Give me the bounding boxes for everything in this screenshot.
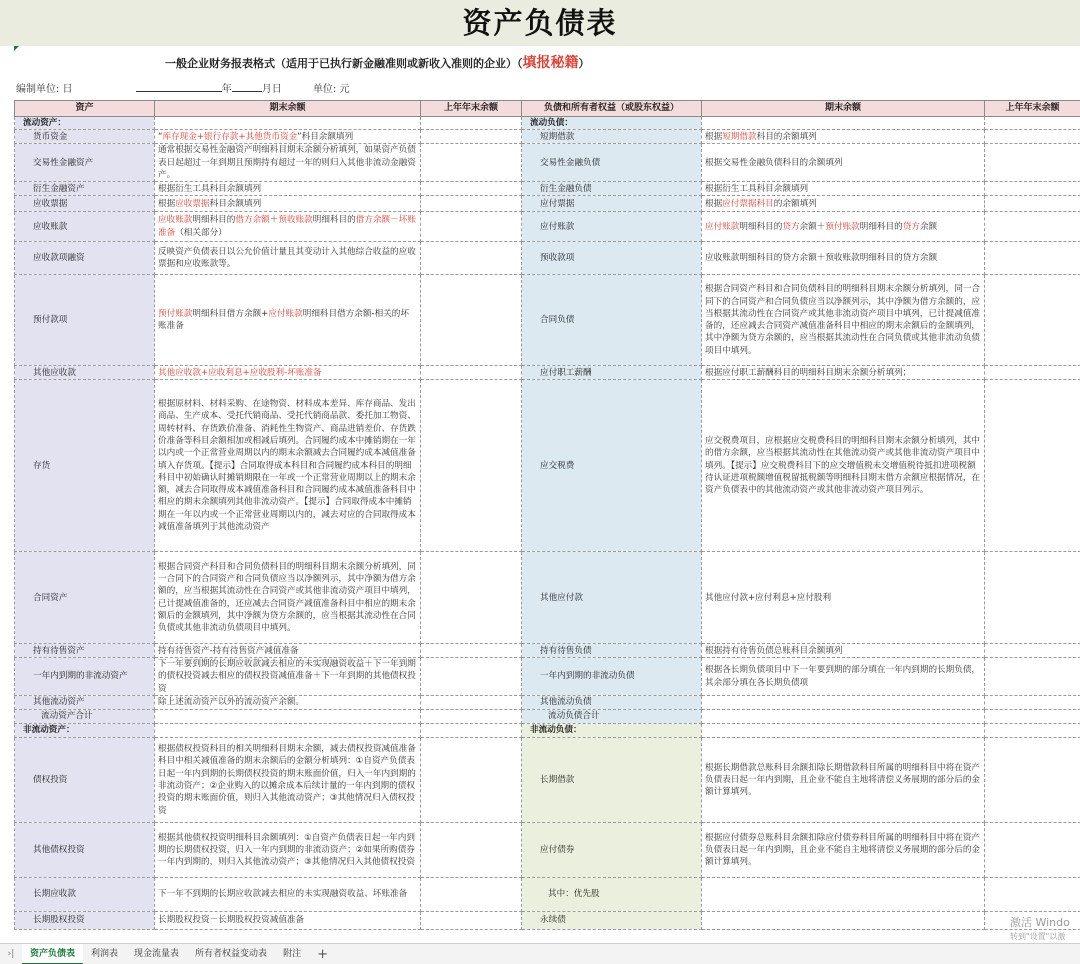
prior-year-cell[interactable]	[421, 242, 522, 275]
year-blank	[136, 82, 222, 92]
asset-period-end-desc[interactable]: 反映资产负债表日以公允价值计量且其变动计入其他综合收益的应收票据和应收账款等。	[155, 242, 421, 275]
report-meta	[16, 80, 350, 95]
liability-period-end-desc[interactable]: 根据应付债券总账科目余额扣除应付债券科目所属的明细科目中将在资产负债表日起一年内到期，且企业不能自主地将清偿义务展期的部分后的金额计算填列。	[702, 823, 985, 878]
table-row	[15, 380, 1080, 552]
prior-year-cell[interactable]	[985, 380, 1080, 552]
tab-equity-changes[interactable]: 所有者权益变动表	[195, 948, 268, 959]
liability-item[interactable]: 流动负债合计	[522, 710, 702, 724]
table-row	[15, 117, 1080, 130]
liability-item[interactable]: 其中：优先股	[522, 878, 702, 912]
asset-item[interactable]: 长期股权投资	[15, 912, 155, 930]
header-period-end[interactable]: 期末余额	[155, 101, 421, 117]
liability-item[interactable]: 衍生金融负债	[522, 182, 702, 196]
period-end-cell[interactable]	[155, 724, 421, 738]
liability-period-end-desc[interactable]	[702, 912, 985, 930]
asset-period-end-desc[interactable]: 预付账款明细科目借方余额+应付账款明细科目借方余额-相关的坏账准备	[155, 275, 421, 366]
liability-item[interactable]: 短期借款	[522, 130, 702, 144]
prior-year-cell[interactable]	[985, 182, 1080, 196]
liability-period-end-desc[interactable]	[702, 710, 985, 724]
prior-year-cell[interactable]	[985, 658, 1080, 696]
table-row	[15, 724, 1080, 738]
table-row	[15, 242, 1080, 275]
liability-period-end-desc[interactable]: 根据长期借款总账科目余额扣除长期借款科目所属的明细科目中将在资产负债表日起一年内到期，且企业不能自主地将清偿义务展期的部分后的金额计算填列。	[702, 738, 985, 823]
liability-period-end-desc[interactable]: 根据持有待售负债总账科目余额填列	[702, 644, 985, 658]
prior-year-cell[interactable]	[985, 212, 1080, 242]
watermark-line2: 转到"设置"以激	[1010, 932, 1066, 941]
liability-item[interactable]: 应付职工薪酬	[522, 366, 702, 380]
liability-item[interactable]: 一年内到期的非流动负债	[522, 658, 702, 696]
table-row	[15, 275, 1080, 366]
asset-period-end-desc[interactable]: 根据衍生工具科目余额填列	[155, 182, 421, 196]
asset-period-end-desc[interactable]: 下一年要到期的长期应收款减去相应的未实现融资收益＋下一年到期的债权投资减去相应的债权投资减值准备＋下一年到期的其他债权投资	[155, 658, 421, 696]
asset-item[interactable]: 债权投资	[15, 738, 155, 823]
add-sheet-button[interactable]: +	[317, 946, 328, 962]
asset-item[interactable]: 货币资金	[15, 130, 155, 144]
sheet-title: 资产负债表	[462, 6, 618, 40]
prior-year-cell[interactable]	[421, 144, 522, 182]
month-blank	[232, 82, 262, 92]
liability-item[interactable]: 永续债	[522, 912, 702, 930]
asset-item[interactable]: 交易性金融资产	[15, 144, 155, 182]
asset-period-end-desc[interactable]: “库存现金+银行存款+其他货币资金”科目余额填列	[155, 130, 421, 144]
prior-year-cell[interactable]	[985, 724, 1080, 738]
liability-item[interactable]: 应交税费	[522, 380, 702, 552]
table-row	[15, 710, 1080, 724]
liability-period-end-desc[interactable]: 根据应付票据科目的余额填列	[702, 196, 985, 212]
liability-period-end-desc[interactable]: 应交税费项目，应根据应交税费科目的明细科目期末余额分析填列，其中的借方余额，应当根据其流动性在其他流动资产或其他非流动资产项目中填列。【提示】应交税费科目下的应交增值税未交增值税待抵扣进项税额待认证进项税额增值税留抵税额等明细科目期末借方余额应根据情况，在资产负债表中的其他流动资产或其他非流动资产项目列示。	[702, 380, 985, 552]
asset-item[interactable]: 一年内到期的非流动资产	[15, 658, 155, 696]
prior-year-cell[interactable]	[985, 144, 1080, 182]
subtitle-text: 一般企业财务报表格式（适用于已执行新金融准则或新收入准则的企业）（	[165, 57, 523, 70]
asset-item[interactable]: 其他应收款	[15, 366, 155, 380]
prior-year-cell[interactable]	[421, 130, 522, 144]
period-end-cell[interactable]	[155, 117, 421, 130]
section-label[interactable]: 非流动负债：	[522, 724, 702, 738]
period-end-cell[interactable]	[702, 724, 985, 738]
prior-year-cell[interactable]	[421, 182, 522, 196]
prior-year-cell[interactable]	[421, 644, 522, 658]
header-liabilities[interactable]: 负债和所有者权益（或股东权益）	[522, 101, 702, 117]
liability-period-end-desc[interactable]: 根据短期借款科目的余额填列	[702, 130, 985, 144]
prior-year-cell[interactable]	[421, 738, 522, 823]
liability-period-end-desc[interactable]	[702, 696, 985, 710]
activation-watermark	[1010, 916, 1080, 944]
table-row	[15, 196, 1080, 212]
table-row	[15, 912, 1080, 930]
table-row	[15, 144, 1080, 182]
prior-year-cell[interactable]	[421, 275, 522, 366]
liability-item[interactable]: 应付票据	[522, 196, 702, 212]
prior-year-cell[interactable]	[421, 380, 522, 552]
subtitle-highlight: 填报秘籍	[522, 55, 579, 71]
unit-label: 编制单位: 日	[16, 84, 73, 95]
prior-year-cell[interactable]	[421, 710, 522, 724]
prior-year-cell[interactable]	[421, 212, 522, 242]
prior-year-cell[interactable]	[985, 696, 1080, 710]
asset-period-end-desc[interactable]: 长期股权投资－长期股权投资减值准备	[155, 912, 421, 930]
table-row	[15, 878, 1080, 912]
asset-item[interactable]: 应收票据	[15, 196, 155, 212]
prior-year-cell[interactable]	[421, 196, 522, 212]
report-subtitle	[165, 52, 590, 72]
section-label[interactable]: 流动负债：	[522, 117, 702, 130]
cell-marker-icon	[14, 46, 19, 51]
asset-period-end-desc[interactable]	[155, 710, 421, 724]
liability-item[interactable]: 合同负债	[522, 275, 702, 366]
prior-year-cell[interactable]	[985, 644, 1080, 658]
liability-period-end-desc[interactable]	[702, 878, 985, 912]
prior-year-cell[interactable]	[985, 242, 1080, 275]
asset-period-end-desc[interactable]: 其他应收款+应收利息+应收股利-坏账准备	[155, 366, 421, 380]
asset-item[interactable]: 其他债权投资	[15, 823, 155, 878]
spreadsheet-grid[interactable]	[14, 100, 1080, 943]
balance-sheet-table	[14, 100, 1080, 930]
prior-year-cell[interactable]	[421, 724, 522, 738]
asset-item[interactable]: 存货	[15, 380, 155, 552]
asset-period-end-desc[interactable]: 持有待售资产-持有待售资产减值准备	[155, 644, 421, 658]
table-row	[15, 212, 1080, 242]
liability-item[interactable]: 预收款项	[522, 242, 702, 275]
table-row	[15, 182, 1080, 196]
prior-year-cell[interactable]	[985, 275, 1080, 366]
liability-period-end-desc[interactable]: 应付账款明细科目的贷方余额＋预付账款明细科目的贷方余额	[702, 212, 985, 242]
prior-year-cell[interactable]	[421, 912, 522, 930]
prior-year-cell[interactable]	[985, 366, 1080, 380]
prior-year-cell[interactable]	[985, 878, 1080, 912]
tab-balance-sheet[interactable]: 资产负债表	[22, 944, 83, 964]
liability-item[interactable]: 其他应付款	[522, 552, 702, 644]
section-label[interactable]: 非流动资产：	[15, 724, 155, 738]
sheet-tab-bar	[0, 943, 1080, 964]
liability-period-end-desc[interactable]: 根据交易性金融负债科目的余额填列	[702, 144, 985, 182]
liability-item[interactable]: 交易性金融负债	[522, 144, 702, 182]
prior-year-cell[interactable]	[985, 552, 1080, 644]
header-prior-year[interactable]: 上年年末余额	[421, 101, 522, 117]
tab-income-statement[interactable]: 利润表	[91, 948, 119, 959]
liability-item[interactable]: 其他流动负债	[522, 696, 702, 710]
currency-label: 单位: 元	[312, 84, 350, 95]
asset-period-end-desc[interactable]: 通常根据交易性金融资产明细科目期末余额分析填列，如果资产负债表日起超过一年到期且预期持有超过一年的则归入其他非流动金融资产。	[155, 144, 421, 182]
table-row	[15, 644, 1080, 658]
asset-item[interactable]: 衍生金融资产	[15, 182, 155, 196]
asset-item[interactable]: 长期应收款	[15, 878, 155, 912]
prior-year-cell[interactable]	[985, 130, 1080, 144]
prior-year-cell[interactable]	[985, 117, 1080, 130]
liability-period-end-desc[interactable]: 根据衍生工具科目余额填列	[702, 182, 985, 196]
prior-year-cell[interactable]	[421, 823, 522, 878]
header-row	[15, 101, 1080, 117]
asset-period-end-desc[interactable]: 根据合同资产科目和合同负债科目的明细科目期末余额分析填列，同一合同下的合同资产和合同负债应当以净额列示，其中净额为借方余额的，应当根据其流动性在合同资产或其他非流动资产项目中填列，已计提减值准备的，还应减去合同资产减值准备科目中相应的期末余额后的金额填列，其中净额为贷方余额的，应当根据其流动性在合同负债或其他非流动负债项目中填列。	[155, 552, 421, 644]
table-row	[15, 130, 1080, 144]
period-end-cell[interactable]	[702, 117, 985, 130]
asset-item[interactable]: 流动资产合计	[15, 710, 155, 724]
asset-period-end-desc[interactable]: 除上述流动资产以外的流动资产余额。	[155, 696, 421, 710]
liability-item[interactable]: 持有待售负债	[522, 644, 702, 658]
table-row	[15, 696, 1080, 710]
asset-item[interactable]: 合同资产	[15, 552, 155, 644]
asset-period-end-desc[interactable]: 下一年不到期的长期应收款减去相应的未实现融资收益、坏账准备	[155, 878, 421, 912]
asset-period-end-desc[interactable]: 应收账款明细科目的借方余额＋预收账款明细科目的借方余额－坏账准备（相关部分）	[155, 212, 421, 242]
subtitle-end: ）	[578, 57, 590, 70]
header-prior-year-2[interactable]: 上年年末余额	[985, 101, 1080, 117]
asset-item[interactable]: 应收款项融资	[15, 242, 155, 275]
asset-period-end-desc[interactable]: 根据原材料、材料采购、在途物资、材料成本差异、库存商品、发出商品、生产成本、受托代销商品、受托代销商品款、委托加工物资、周转材料、存货跌价准备、消耗性生物资产、商品进销差价、存货跌价准备等科目余额相加或相减后填列。合同履约成本中摊销期在一年以内或一个正常营业周期以内的期末余额减去合同履约成本减值准备填入存货项。【提示】合同取得成本科目和合同履约成本科目的明细科目中初始确认时摊销期限在一年或一个正常营业周期以上的期末余额，减去合同取得成本减值准备科目和合同履约成本减值准备科目中相应的期末余额填列其他非流动资产。【提示】合同取得成本中摊销期在一年以内或一个正常营业周期以内的，减去对应的合同取得成本减值准备填列于其他流动资产	[155, 380, 421, 552]
liability-period-end-desc[interactable]: 根据各长期负债项目中下一年要到期的部分填在一年内到期的长期负债，其余部分填在各长期负债项	[702, 658, 985, 696]
prior-year-cell[interactable]	[421, 117, 522, 130]
prior-year-cell[interactable]	[421, 696, 522, 710]
section-label[interactable]: 流动资产：	[15, 117, 155, 130]
liability-period-end-desc[interactable]: 根据合同资产科目和合同负债科目的明细科目期末余额分析填列，同一合同下的合同资产和合同负债应当以净额列示，其中净额为借方余额的，应当根据其流动性在合同资产或其他非流动资产项目中填列，已计提减值准备的，还应减去合同资产减值准备科目中相应的期末余额后的金额填列，其中净额为贷方余额的，应当根据其流动性在合同负债或其他非流动负债项目中填列。	[702, 275, 985, 366]
tab-cash-flow[interactable]: 现金流量表	[134, 948, 180, 959]
header-assets[interactable]: 资产	[15, 101, 155, 117]
month-label: 月日	[261, 84, 282, 95]
asset-period-end-desc[interactable]: 根据应收票据科目余额填列	[155, 196, 421, 212]
watermark-line1: 激活 Windo	[1010, 916, 1070, 929]
asset-item[interactable]: 持有待售资产	[15, 644, 155, 658]
header-period-end-2[interactable]: 期末余额	[702, 101, 985, 117]
liability-item[interactable]: 应付债券	[522, 823, 702, 878]
table-row	[15, 823, 1080, 878]
asset-item[interactable]: 预付款项	[15, 275, 155, 366]
liability-period-end-desc[interactable]: 其他应付款+应付利息+应付股利	[702, 552, 985, 644]
tab-nav-icon[interactable]: ›|	[7, 949, 15, 959]
table-row	[15, 658, 1080, 696]
prior-year-cell[interactable]	[421, 366, 522, 380]
title-bar	[0, 0, 1080, 46]
prior-year-cell[interactable]	[985, 738, 1080, 823]
prior-year-cell[interactable]	[421, 658, 522, 696]
prior-year-cell[interactable]	[421, 878, 522, 912]
liability-item[interactable]: 应付账款	[522, 212, 702, 242]
asset-item[interactable]: 应收账款	[15, 212, 155, 242]
asset-period-end-desc[interactable]: 根据其他债权投资明细科目余额填列：①自资产负债表日起一年内到期的长期债权投资，归入一年内到期的非流动资产；②如果所购债券一年内到期的，则归入其他流动资产；③其他情况归入其他债权投资	[155, 823, 421, 878]
year-label: 年	[221, 84, 232, 95]
prior-year-cell[interactable]	[985, 196, 1080, 212]
prior-year-cell[interactable]	[421, 552, 522, 644]
table-row	[15, 738, 1080, 823]
prior-year-cell[interactable]	[985, 710, 1080, 724]
liability-period-end-desc[interactable]: 应收账款明细科目的贷方余额＋预收账款明细科目的贷方余额	[702, 242, 985, 275]
asset-item[interactable]: 其他流动资产	[15, 696, 155, 710]
table-row	[15, 366, 1080, 380]
table-row	[15, 552, 1080, 644]
tab-notes[interactable]: 附注	[283, 948, 302, 959]
liability-item[interactable]: 长期借款	[522, 738, 702, 823]
prior-year-cell[interactable]	[985, 823, 1080, 878]
asset-period-end-desc[interactable]: 根据债权投资科目的相关明细科目期末余额，减去债权投资减值准备科目中相关减值准备的期末余额后的金额分析填列：①自资产负债表日起一年内到期的长期债权投资的期末账面价值，归入一年内到期的非流动资产；②企业购入的以摊余成本后续计量的一年内到期的债权投资的期末账面价值，则归入其他流动资产；③其他情况归入债权投资	[155, 738, 421, 823]
liability-period-end-desc[interactable]: 根据应付职工薪酬科目的明细科目期末余额分析填列；	[702, 366, 985, 380]
